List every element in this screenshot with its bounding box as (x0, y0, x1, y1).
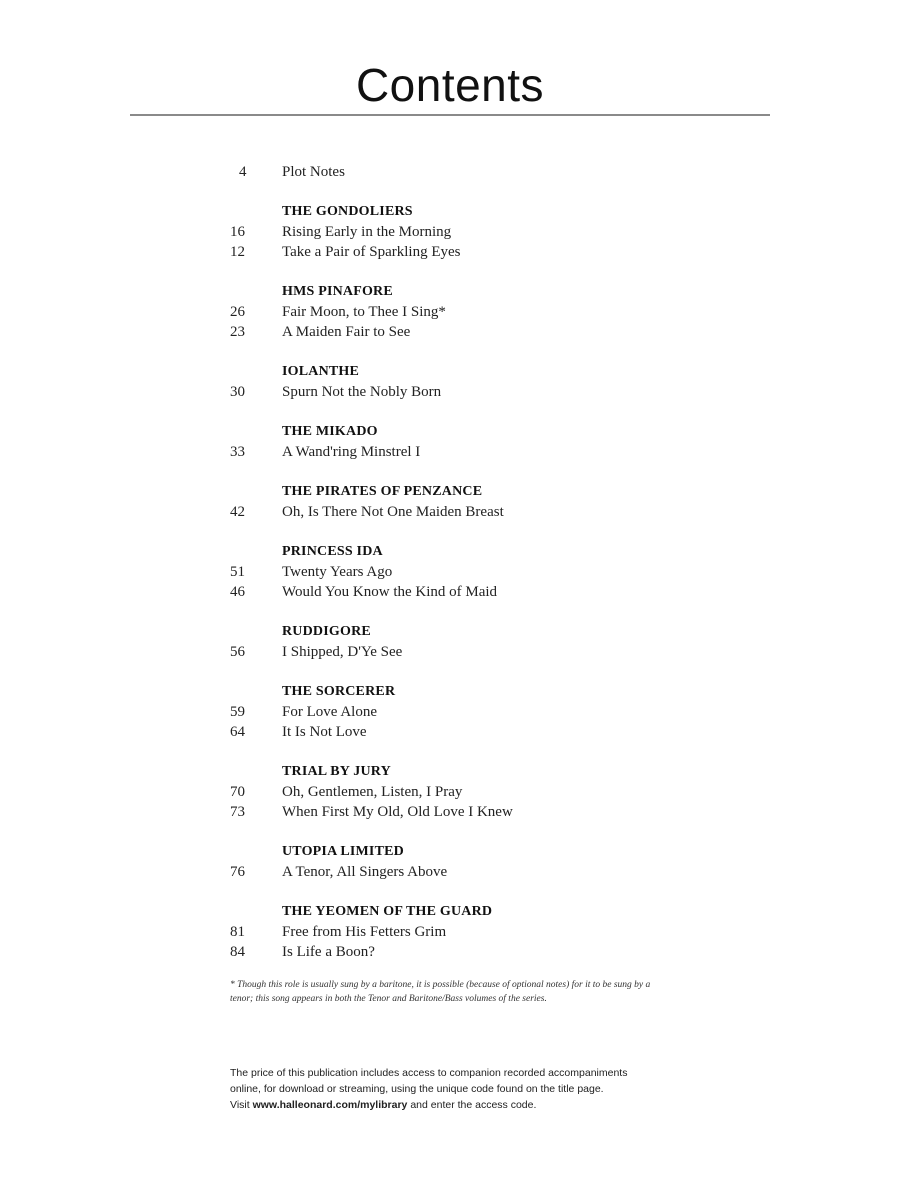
opera-heading: UTOPIA LIMITED (282, 844, 404, 859)
page-number: 46 (230, 584, 245, 600)
opera-heading: TRIAL BY JURY (282, 764, 391, 779)
page-number: 42 (230, 504, 245, 520)
song-title: Take a Pair of Sparkling Eyes (282, 244, 461, 260)
song-title: Oh, Gentlemen, Listen, I Pray (282, 784, 463, 800)
opera-group (230, 362, 700, 402)
toc-entry[interactable] (230, 242, 700, 262)
toc-entry[interactable] (230, 442, 700, 462)
page-number: 23 (230, 324, 245, 340)
opera-group (230, 762, 700, 822)
toc-entry[interactable] (230, 942, 700, 962)
access-note-prefix: Visit (230, 1099, 253, 1111)
opera-group (230, 282, 700, 342)
song-title: Free from His Fetters Grim (282, 924, 447, 940)
song-title: Oh, Is There Not One Maiden Breast (282, 504, 504, 520)
entry-title: Plot Notes (282, 164, 345, 180)
song-title: Twenty Years Ago (282, 564, 393, 580)
song-title: I Shipped, D'Ye See (282, 644, 403, 660)
access-note (230, 1065, 730, 1113)
opera-group (230, 622, 700, 662)
footnote: * Though this role is usually sung by a baritone, it is possible (because of optional notes) for it to be sung by a tenor; this song appears in both the Tenor and Baritone/Bass volumes of the series. (230, 980, 651, 1004)
access-note-line-3 (230, 1097, 730, 1113)
opera-group (230, 202, 700, 262)
opera-group (230, 422, 700, 462)
toc-entry[interactable] (230, 782, 700, 802)
toc-entry[interactable] (230, 382, 700, 402)
song-title: When First My Old, Old Love I Knew (282, 804, 513, 820)
song-title: Would You Know the Kind of Maid (282, 584, 498, 600)
song-title: It Is Not Love (282, 724, 367, 740)
toc-entry-plot-notes[interactable] (230, 162, 700, 182)
page-number: 59 (230, 704, 245, 720)
page-number: 81 (230, 924, 245, 940)
page-number: 64 (230, 724, 245, 740)
page-number: 76 (230, 864, 245, 880)
opera-group (230, 542, 700, 602)
opera-heading: PRINCESS IDA (282, 544, 383, 559)
page-title: Contents (355, 59, 545, 111)
toc-entry[interactable] (230, 322, 700, 342)
page-number: 33 (230, 444, 245, 460)
opera-heading: THE GONDOLIERS (282, 204, 413, 219)
song-title: A Maiden Fair to See (282, 324, 411, 340)
toc-entry[interactable] (230, 702, 700, 722)
toc-entry[interactable] (230, 642, 700, 662)
table-of-contents (230, 162, 700, 982)
title-divider (130, 114, 770, 116)
opera-heading: THE PIRATES OF PENZANCE (282, 484, 483, 499)
toc-entry[interactable] (230, 802, 700, 822)
opera-group (230, 902, 700, 962)
page-number: 16 (230, 224, 245, 240)
page-number: 30 (230, 384, 245, 400)
toc-entry[interactable] (230, 922, 700, 942)
page-number: 84 (230, 944, 245, 960)
opera-group (230, 842, 700, 882)
toc-entry[interactable] (230, 502, 700, 522)
access-note-line-1: The price of this publication includes access to companion recorded accompaniments (230, 1067, 628, 1079)
opera-groups (230, 202, 700, 962)
opera-heading: THE YEOMEN OF THE GUARD (282, 904, 493, 919)
library-url-link[interactable]: www.halleonard.com/mylibrary (252, 1099, 408, 1111)
page-number: 73 (230, 804, 245, 820)
opera-group (230, 682, 700, 742)
access-note-suffix: and enter the access code. (407, 1099, 537, 1111)
toc-entry[interactable] (230, 582, 700, 602)
toc-entry[interactable] (230, 222, 700, 242)
song-title: Rising Early in the Morning (282, 224, 452, 240)
opera-group (230, 482, 700, 522)
song-title: Spurn Not the Nobly Born (282, 384, 442, 400)
toc-entry[interactable] (230, 302, 700, 322)
toc-entry[interactable] (230, 862, 700, 882)
toc-entry[interactable] (230, 562, 700, 582)
opera-heading: THE MIKADO (282, 424, 378, 439)
page-number: 4 (239, 164, 247, 180)
opera-heading: HMS PINAFORE (282, 284, 393, 299)
song-title: For Love Alone (282, 704, 377, 720)
opera-heading: RUDDIGORE (282, 624, 371, 639)
song-title: A Tenor, All Singers Above (282, 864, 448, 880)
page-number: 70 (230, 784, 245, 800)
opera-heading: IOLANTHE (282, 364, 360, 379)
toc-entry[interactable] (230, 722, 700, 742)
page-number: 56 (230, 644, 245, 660)
page-number: 12 (230, 244, 245, 260)
opera-heading: THE SORCERER (282, 684, 396, 699)
page-number: 51 (230, 564, 245, 580)
song-title: Fair Moon, to Thee I Sing* (282, 304, 446, 320)
page-number: 26 (230, 304, 245, 320)
song-title: Is Life a Boon? (282, 944, 375, 960)
song-title: A Wand'ring Minstrel I (282, 444, 421, 460)
access-note-line-2: online, for download or streaming, using the unique code found on the title page. (230, 1083, 604, 1095)
